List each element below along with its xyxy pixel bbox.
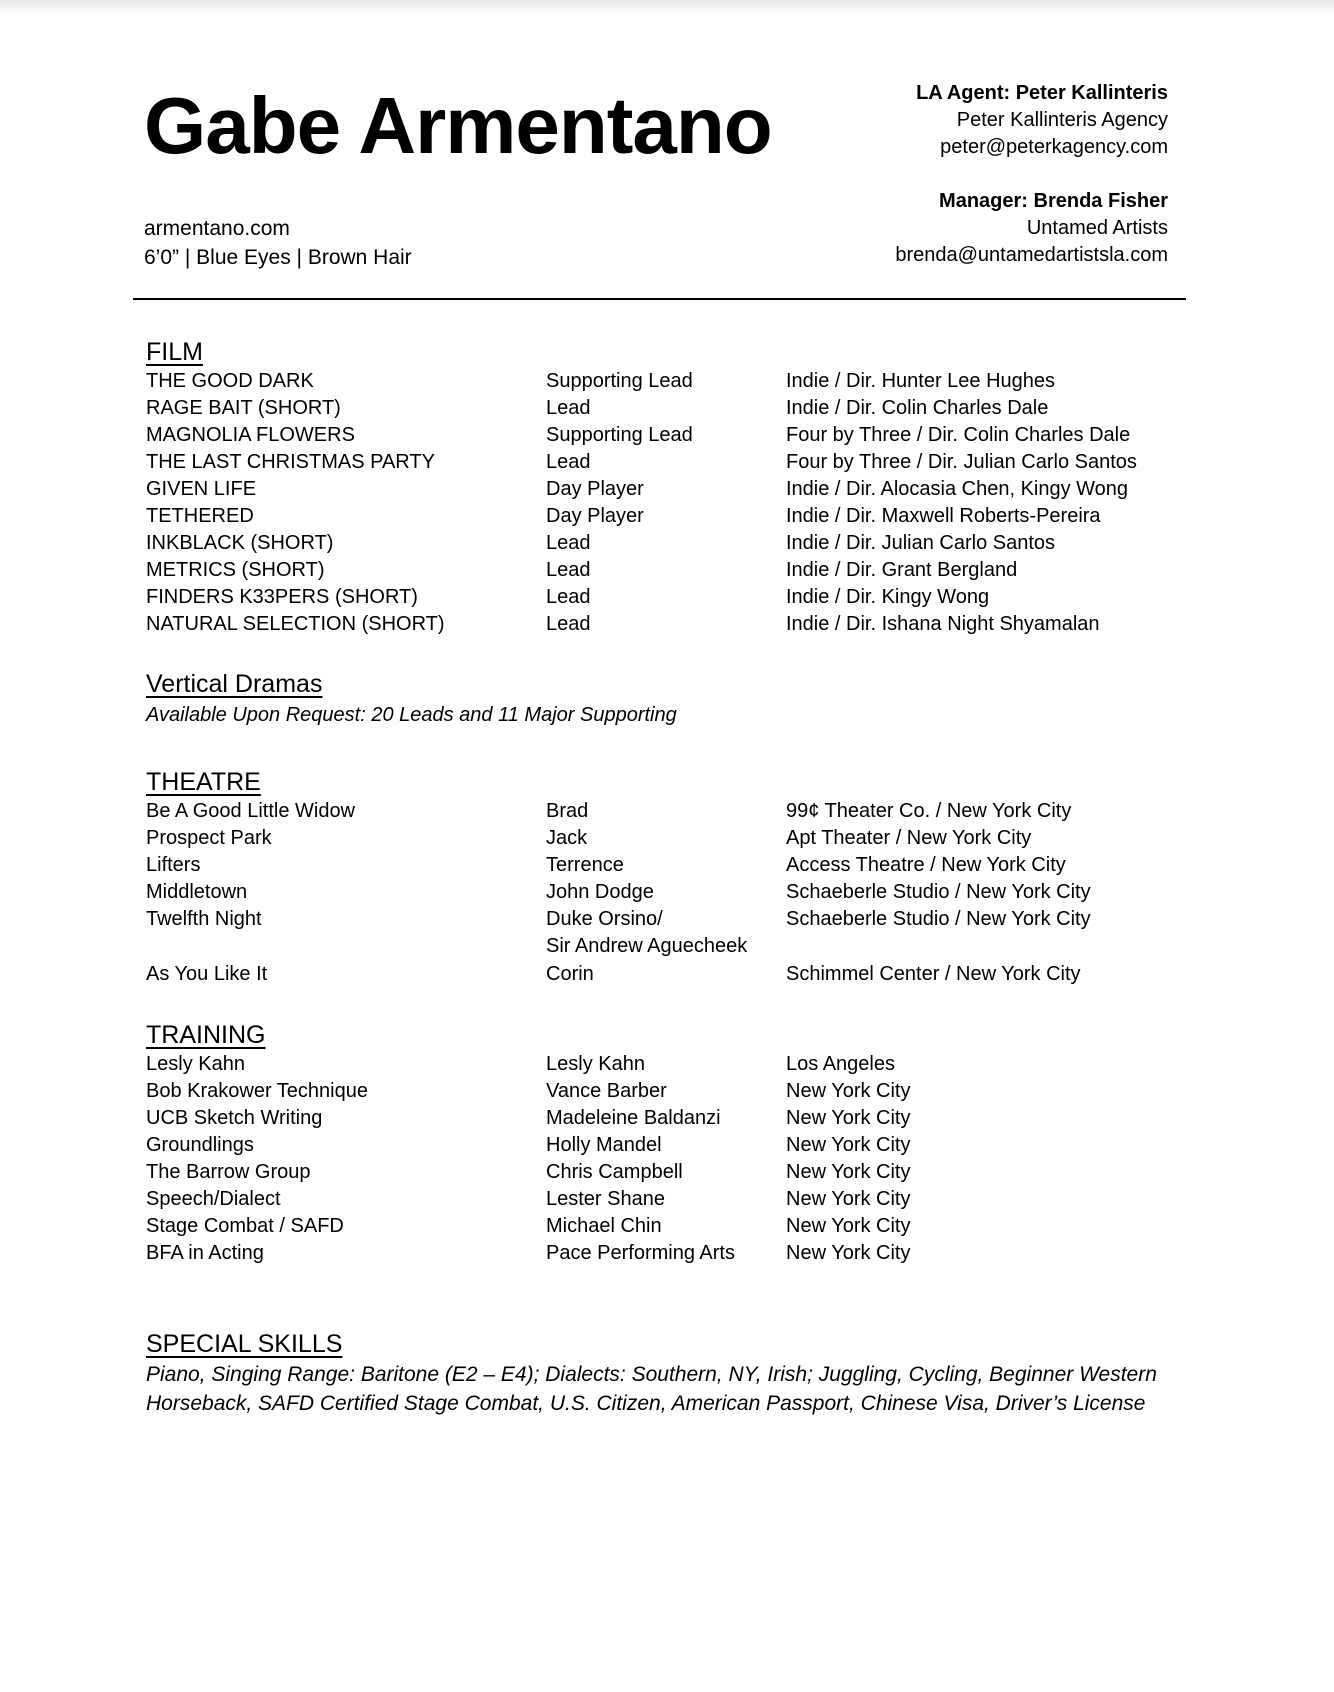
- theatre-credit: [146, 825, 1206, 852]
- training-entry: [146, 1051, 1206, 1078]
- training-heading: TRAINING: [146, 1021, 266, 1049]
- film-credit-role: Lead: [546, 586, 591, 608]
- training-entry-role: Pace Performing Arts: [546, 1242, 735, 1264]
- website-link[interactable]: armentano.com: [144, 217, 290, 240]
- film-credit-role: Lead: [546, 451, 591, 473]
- theatre-credit-role-line: Duke Orsino/: [546, 908, 663, 930]
- theatre-credit-info: Access Theatre / New York City: [786, 854, 1066, 876]
- film-credit: [146, 449, 1206, 476]
- manager-company: Untamed Artists: [1026, 217, 1168, 239]
- theatre-credit-title: Be A Good Little Widow: [146, 800, 356, 822]
- film-credit-title: NATURAL SELECTION (SHORT): [146, 613, 445, 635]
- training-entry: [146, 1186, 1206, 1213]
- training-entry: [146, 1105, 1206, 1132]
- theatre-credit-title: Prospect Park: [146, 827, 272, 849]
- training-entry: [146, 1132, 1206, 1159]
- special-skills-section: [146, 1329, 1206, 1418]
- training-entry-info: New York City: [786, 1215, 911, 1237]
- film-heading: FILM: [146, 338, 203, 366]
- film-credit-title: GIVEN LIFE: [146, 478, 257, 500]
- theatre-credit-info: Schimmel Center / New York City: [786, 963, 1081, 985]
- film-credit-role: Supporting Lead: [546, 424, 693, 446]
- theatre-credit: [146, 961, 1206, 988]
- film-credit: [146, 584, 1206, 611]
- film-credit: [146, 368, 1206, 395]
- theatre-credit-title: Middletown: [146, 881, 248, 903]
- training-entry-info: New York City: [786, 1242, 911, 1264]
- spacer: [648, 161, 1168, 188]
- film-section: [146, 337, 1206, 638]
- film-credit-info: Indie / Dir. Kingy Wong: [786, 586, 990, 608]
- training-entry-role: Lesly Kahn: [546, 1053, 645, 1075]
- training-entry-info: New York City: [786, 1107, 911, 1129]
- film-credit-info: Indie / Dir. Hunter Lee Hughes: [786, 370, 1056, 392]
- training-entry: [146, 1159, 1206, 1186]
- special-skills-heading: SPECIAL SKILLS: [146, 1330, 343, 1358]
- film-credit-role: Day Player: [546, 478, 644, 500]
- theatre-credit: [146, 798, 1206, 825]
- theatre-credits: [146, 798, 1206, 988]
- film-credit-title: INKBLACK (SHORT): [146, 532, 334, 554]
- header-divider: [133, 298, 1186, 300]
- training-entry-title: Speech/Dialect: [146, 1188, 281, 1210]
- special-skills-text: Piano, Singing Range: Baritone (E2 – E4); Dialects: Southern, NY, Irish; Juggling, Cycling, Beginner Western Horseback, SAFD Certified Stage Combat, U.S. Citizen, American Passport, Chinese Visa, Driver’s License: [146, 1363, 1157, 1415]
- agency-name: Peter Kallinteris Agency: [956, 109, 1168, 131]
- film-credit-title: RAGE BAIT (SHORT): [146, 397, 341, 419]
- theatre-credit-info: Schaeberle Studio / New York City: [786, 908, 1091, 930]
- training-entry-title: Lesly Kahn: [146, 1053, 245, 1075]
- film-credit-info: Indie / Dir. Colin Charles Dale: [786, 397, 1049, 419]
- representation-block: [648, 80, 1168, 269]
- training-entry: [146, 1213, 1206, 1240]
- theatre-credit: [146, 852, 1206, 879]
- film-credit-info: Four by Three / Dir. Julian Carlo Santos: [786, 451, 1137, 473]
- vertical-dramas-heading: Vertical Dramas: [146, 670, 323, 698]
- physical-stats: 6’0” | Blue Eyes | Brown Hair: [144, 246, 412, 269]
- training-entry-role: Lester Shane: [546, 1188, 665, 1210]
- theatre-credit-role: [546, 906, 747, 960]
- film-credit-title: METRICS (SHORT): [146, 559, 325, 581]
- film-credit: [146, 395, 1206, 422]
- theatre-credit-role: Terrence: [546, 854, 624, 876]
- vertical-dramas-section: [146, 669, 1206, 730]
- training-entry-title: UCB Sketch Writing: [146, 1107, 323, 1129]
- page-top-shadow: [0, 0, 1334, 14]
- film-credit-info: Indie / Dir. Ishana Night Shyamalan: [786, 613, 1100, 635]
- theatre-credit-info: Schaeberle Studio / New York City: [786, 881, 1091, 903]
- theatre-credit-role: John Dodge: [546, 881, 654, 903]
- training-entry-role: Holly Mandel: [546, 1134, 662, 1156]
- film-credit: [146, 611, 1206, 638]
- theatre-credit-role: Brad: [546, 800, 589, 822]
- film-credit-info: Indie / Dir. Maxwell Roberts-Pereira: [786, 505, 1101, 527]
- theatre-credit: [146, 879, 1206, 906]
- film-credit-info: Indie / Dir. Julian Carlo Santos: [786, 532, 1056, 554]
- theatre-credit-info: 99¢ Theater Co. / New York City: [786, 800, 1072, 822]
- theatre-credit-title: Twelfth Night: [146, 908, 262, 930]
- manager-email[interactable]: brenda@untamedartistsla.com: [895, 244, 1168, 266]
- training-entry-title: Groundlings: [146, 1134, 254, 1156]
- theatre-section: [146, 767, 1206, 988]
- training-entry-info: Los Angeles: [786, 1053, 895, 1075]
- theatre-credit-info: Apt Theater / New York City: [786, 827, 1032, 849]
- training-entry-title: The Barrow Group: [146, 1161, 311, 1183]
- training-entry-title: BFA in Acting: [146, 1242, 264, 1264]
- film-credit-role: Lead: [546, 532, 591, 554]
- training-entry-title: Bob Krakower Technique: [146, 1080, 368, 1102]
- film-credit-title: MAGNOLIA FLOWERS: [146, 424, 355, 446]
- training-entry-info: New York City: [786, 1188, 911, 1210]
- film-credit-info: Indie / Dir. Alocasia Chen, Kingy Wong: [786, 478, 1129, 500]
- theatre-credit-role: Jack: [546, 827, 588, 849]
- film-credit-role: Day Player: [546, 505, 644, 527]
- training-entry-role: Vance Barber: [546, 1080, 667, 1102]
- film-credit: [146, 476, 1206, 503]
- training-entry-info: New York City: [786, 1080, 911, 1102]
- training-section: [146, 1020, 1206, 1267]
- training-list: [146, 1051, 1206, 1267]
- film-credit-title: FINDERS K33PERS (SHORT): [146, 586, 418, 608]
- film-credit-role: Lead: [546, 559, 591, 581]
- theatre-credit-role-line: Sir Andrew Aguecheek: [546, 935, 748, 957]
- actor-name: Gabe Armentano: [144, 81, 772, 170]
- agent-email[interactable]: peter@peterkagency.com: [940, 136, 1168, 158]
- training-entry-role: Chris Campbell: [546, 1161, 683, 1183]
- film-credit-title: TETHERED: [146, 505, 254, 527]
- film-credit-info: Four by Three / Dir. Colin Charles Dale: [786, 424, 1131, 446]
- film-credit: [146, 530, 1206, 557]
- film-credit-role: Lead: [546, 613, 591, 635]
- training-entry-info: New York City: [786, 1161, 911, 1183]
- theatre-credit-role: Corin: [546, 963, 594, 985]
- training-entry-role: Madeleine Baldanzi: [546, 1107, 721, 1129]
- film-credit-title: THE GOOD DARK: [146, 370, 314, 392]
- theatre-credit-title: Lifters: [146, 854, 201, 876]
- training-entry-role: Michael Chin: [546, 1215, 662, 1237]
- film-credit: [146, 422, 1206, 449]
- film-credit-info: Indie / Dir. Grant Bergland: [786, 559, 1018, 581]
- training-entry-title: Stage Combat / SAFD: [146, 1215, 344, 1237]
- film-credit-role: Lead: [546, 397, 591, 419]
- training-entry-info: New York City: [786, 1134, 911, 1156]
- film-credit-title: THE LAST CHRISTMAS PARTY: [146, 451, 435, 473]
- film-credit: [146, 557, 1206, 584]
- vertical-dramas-note: Available Upon Request: 20 Leads and 11 Major Supporting: [146, 704, 677, 726]
- manager-label: Manager: Brenda Fisher: [939, 190, 1168, 212]
- film-credit: [146, 503, 1206, 530]
- theatre-credit: [146, 906, 1206, 961]
- film-credits: [146, 368, 1206, 638]
- theatre-credit-title: As You Like It: [146, 963, 268, 985]
- training-entry: [146, 1240, 1206, 1267]
- agent-label: LA Agent: Peter Kallinteris: [916, 82, 1168, 104]
- theatre-heading: THEATRE: [146, 768, 261, 796]
- film-credit-role: Supporting Lead: [546, 370, 693, 392]
- training-entry: [146, 1078, 1206, 1105]
- personal-info: [144, 214, 412, 272]
